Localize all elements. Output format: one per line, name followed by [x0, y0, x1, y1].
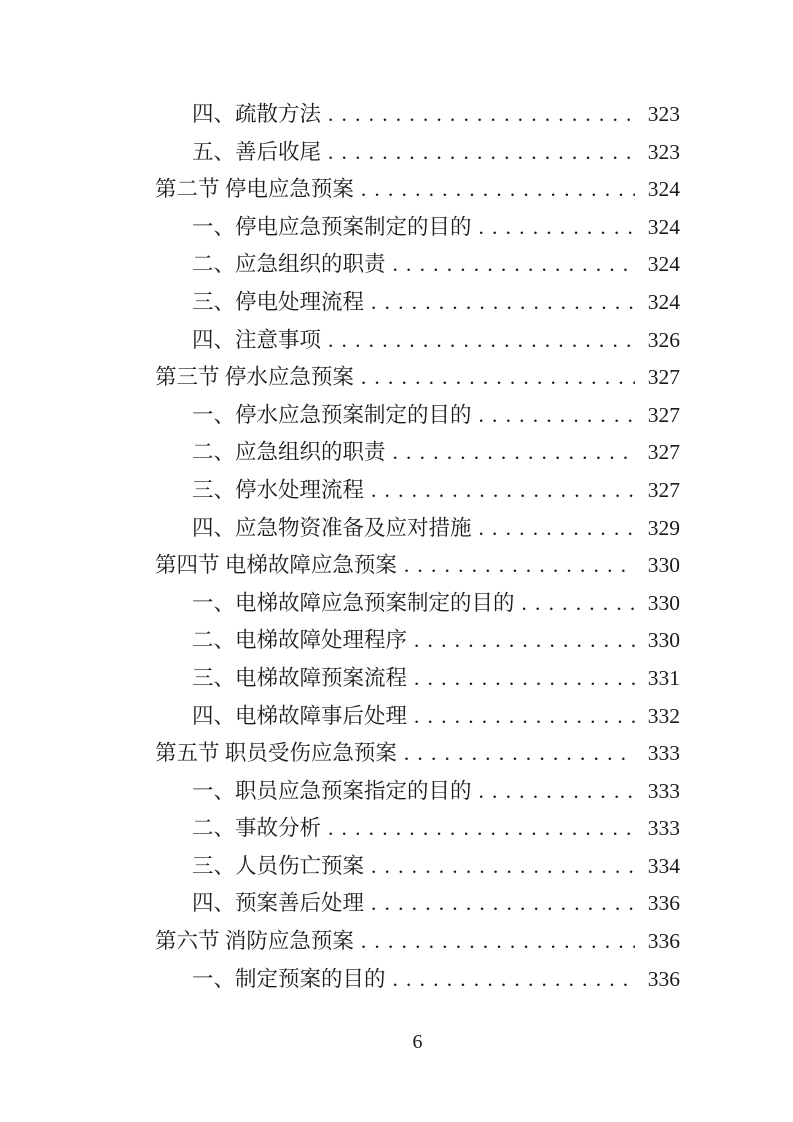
toc-entry-title: 一、停电应急预案制定的目的 [192, 214, 472, 239]
dot-leader [404, 547, 635, 585]
dot-leader [393, 434, 635, 472]
toc-entry[interactable] [155, 472, 680, 510]
toc-entry-title: 四、预案善后处理 [192, 891, 365, 916]
toc-entry-title: 四、电梯故障事后处理 [192, 703, 408, 728]
toc-entry-title: 二、事故分析 [192, 816, 322, 841]
toc-entry-title: 一、职员应急预案指定的目的 [192, 778, 472, 803]
toc-entry-title: 二、应急组织的职责 [192, 252, 386, 277]
toc-entry-section[interactable] [155, 547, 680, 585]
dot-leader [479, 510, 635, 548]
toc-entry-page-number: 327 [647, 402, 680, 427]
toc-entry[interactable] [155, 134, 680, 172]
toc-entry[interactable] [155, 209, 680, 247]
toc-entry[interactable] [155, 96, 680, 134]
dot-leader [328, 322, 635, 360]
dot-leader [414, 698, 635, 736]
table-of-contents [155, 96, 680, 998]
dot-leader [361, 359, 635, 397]
footer-page-number: 6 [412, 1031, 423, 1053]
toc-entry-title: 第二节 停电应急预案 [155, 177, 354, 202]
toc-entry-page-number: 327 [647, 365, 680, 390]
toc-entry[interactable] [155, 773, 680, 811]
toc-entry-section[interactable] [155, 923, 680, 961]
toc-entry-section[interactable] [155, 359, 680, 397]
toc-entry-title: 四、应急物资准备及应对措施 [192, 515, 472, 540]
dot-leader [371, 848, 635, 886]
toc-entry-title: 第四节 电梯故障应急预案 [155, 553, 397, 578]
toc-entry[interactable] [155, 885, 680, 923]
toc-entry-page-number: 324 [647, 289, 680, 314]
dot-leader [371, 885, 635, 923]
toc-entry-section[interactable] [155, 171, 680, 209]
toc-entry-page-number: 323 [647, 102, 680, 126]
toc-entry-page-number: 327 [647, 440, 680, 465]
dot-leader [479, 209, 635, 247]
dot-leader [361, 923, 635, 961]
toc-entry-page-number: 333 [647, 778, 680, 803]
toc-entry-section[interactable] [155, 735, 680, 773]
dot-leader [371, 472, 635, 510]
dot-leader [371, 284, 635, 322]
toc-entry-title: 三、电梯故障预案流程 [192, 665, 408, 690]
toc-entry[interactable] [155, 246, 680, 284]
toc-entry-page-number: 326 [647, 327, 680, 352]
toc-entry-title: 一、电梯故障应急预案制定的目的 [192, 590, 515, 615]
toc-entry-page-number: 331 [647, 665, 680, 690]
toc-entry-page-number: 330 [647, 553, 680, 578]
dot-leader [393, 246, 635, 284]
toc-entry[interactable] [155, 510, 680, 548]
toc-entry-title: 五、善后收尾 [192, 139, 322, 164]
dot-leader [522, 585, 635, 623]
dot-leader [404, 735, 635, 773]
toc-entry-page-number: 336 [647, 966, 680, 991]
toc-entry-page-number: 323 [647, 139, 680, 164]
toc-entry[interactable] [155, 622, 680, 660]
toc-entry[interactable] [155, 660, 680, 698]
dot-leader [393, 961, 635, 999]
toc-entry[interactable] [155, 810, 680, 848]
toc-entry[interactable] [155, 848, 680, 886]
dot-leader [328, 96, 635, 134]
toc-entry-page-number: 327 [647, 477, 680, 502]
toc-entry-page-number: 324 [647, 214, 680, 239]
dot-leader [479, 397, 635, 435]
toc-entry-title: 第五节 职员受伤应急预案 [155, 741, 397, 766]
toc-entry-title: 二、应急组织的职责 [192, 440, 386, 465]
toc-entry[interactable] [155, 434, 680, 472]
toc-entry-page-number: 336 [647, 891, 680, 916]
toc-entry[interactable] [155, 698, 680, 736]
toc-entry-page-number: 332 [647, 703, 680, 728]
dot-leader [414, 660, 635, 698]
toc-entry-title: 第三节 停水应急预案 [155, 365, 354, 390]
dot-leader [361, 171, 635, 209]
toc-entry-page-number: 330 [647, 590, 680, 615]
toc-entry-page-number: 334 [647, 853, 680, 878]
dot-leader [328, 134, 635, 172]
toc-entry[interactable] [155, 284, 680, 322]
toc-entry-title: 三、人员伤亡预案 [192, 853, 365, 878]
toc-entry[interactable] [155, 961, 680, 999]
toc-entry-title: 一、停水应急预案制定的目的 [192, 402, 472, 427]
toc-entry[interactable] [155, 322, 680, 360]
toc-entry-title: 二、电梯故障处理程序 [192, 628, 408, 653]
toc-entry-page-number: 333 [647, 816, 680, 841]
toc-entry-title: 第六节 消防应急预案 [155, 929, 354, 954]
toc-entry[interactable] [155, 585, 680, 623]
toc-entry-title: 一、制定预案的目的 [192, 966, 386, 991]
dot-leader [414, 622, 635, 660]
toc-entry[interactable] [155, 397, 680, 435]
toc-entry-page-number: 324 [647, 177, 680, 202]
toc-entry-page-number: 333 [647, 741, 680, 766]
toc-entry-title: 三、停水处理流程 [192, 477, 365, 502]
dot-leader [328, 810, 635, 848]
toc-entry-page-number: 329 [647, 515, 680, 540]
toc-entry-page-number: 336 [647, 929, 680, 954]
toc-entry-page-number: 330 [647, 628, 680, 653]
toc-entry-page-number: 324 [647, 252, 680, 277]
toc-entry-title: 四、疏散方法 [192, 102, 322, 126]
dot-leader [479, 773, 635, 811]
page-footer [155, 1028, 680, 1056]
toc-entry-title: 三、停电处理流程 [192, 289, 365, 314]
toc-entry-title: 四、注意事项 [192, 327, 322, 352]
